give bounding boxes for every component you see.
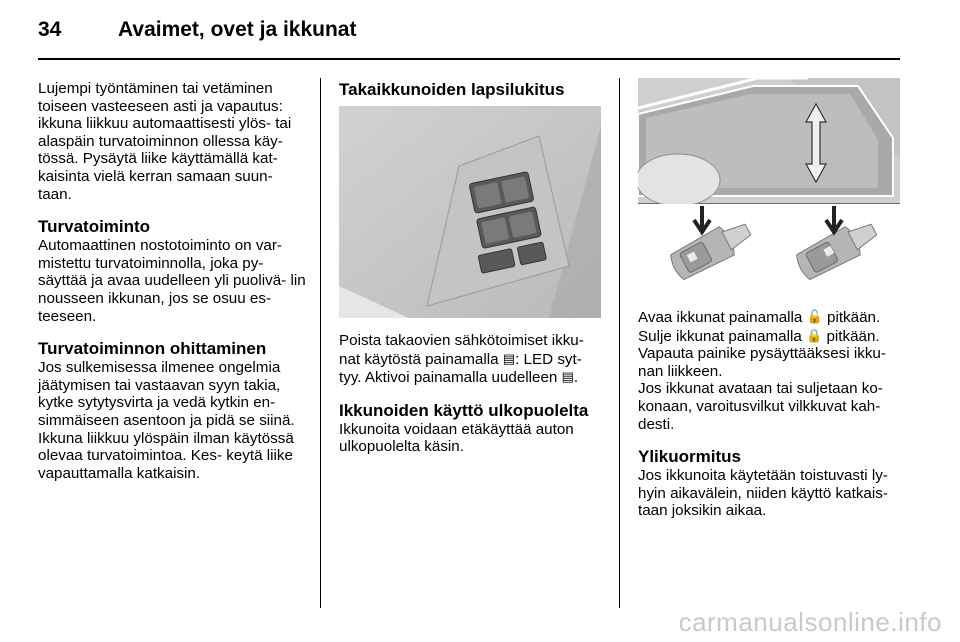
section-body: Jos sulkemisessa ilmenee ongelmia jäätymisen tai vastaavan syyn takia, kytke sytytysvirta ja vedä kytkin en- simmäiseen asentoon ja pidä se siinä. Ikkuna liikkuu ylöspäin ilman käytössä olevaa turvatoimintoa. Kes- keytä liike vapauttamalla katkaisin. bbox=[38, 359, 295, 482]
section-heading-child-lock: Takaikkunoiden lapsilukitus bbox=[339, 80, 565, 99]
section-heading: Ylikuormitus bbox=[638, 447, 741, 467]
watermark: carmanualsonline.info bbox=[678, 607, 942, 637]
section-body: Automaattinen nostotoiminto on var- mistettu turvatoiminnolla, joka py- säyttää ja avaa uudelleen yli puolivä- lin nousseen ikkunan, jos se osuu es- teeseen. bbox=[38, 237, 306, 325]
warning-paragraph: Jos ikkunat avataan tai suljetaan ko- konaan, varoitusvilkut vilkkuvat kah- desti. bbox=[638, 380, 883, 433]
intro-paragraph: Lujempi työntäminen tai vetäminen toiseen vasteeseen asti ja vapautus: ikkuna liikkuu automaattisesti ylös- tai alaspäin turvatoiminnon ollessa käy- tössä. Pysäytä liike käyttämällä kat- kaisinta vielä kerran samaan suun- taan. bbox=[38, 80, 292, 203]
column-2 bbox=[339, 80, 603, 100]
close-windows-paragraph: Sulje ikkunat painamalla 🔒 pitkään. bbox=[638, 327, 880, 345]
column-1 bbox=[38, 80, 306, 482]
page-title: Avaimet, ovet ja ikkunat bbox=[118, 18, 357, 41]
section-override-safety bbox=[38, 339, 306, 482]
lock-icon: 🔒 bbox=[806, 327, 823, 343]
release-paragraph: Vapauta painike pysäyttääksesi ikku- nan liikkeen. bbox=[638, 345, 886, 380]
column-divider-1 bbox=[320, 78, 321, 608]
section-safety-function bbox=[38, 217, 306, 325]
column-2-text bbox=[339, 332, 603, 456]
column-divider-2 bbox=[619, 78, 620, 608]
section-body: Ikkunoita voidaan etäkäyttää auton ulkopuolelta käsin. bbox=[339, 420, 574, 456]
section-body: Jos ikkunoita käytetään toistuvasti ly- hyin aikavälein, niiden käyttö katkais- taan joksikin aikaa. bbox=[638, 467, 888, 520]
open-windows-paragraph: Avaa ikkunat painamalla 🔓 pitkään. bbox=[638, 309, 881, 326]
section-remote-operation bbox=[339, 401, 603, 456]
section-heading: Turvatoiminnon ohittaminen bbox=[38, 339, 267, 359]
child-lock-icon: ▤ bbox=[561, 369, 574, 385]
section-heading: Turvatoiminto bbox=[38, 217, 151, 237]
page-header bbox=[38, 18, 900, 48]
child-lock-paragraph: Poista takaovien sähkötoimiset ikku- nat käytöstä painamalla ▤: LED syt- tyy. Aktivoi painamalla uudelleen ▤. bbox=[339, 332, 584, 387]
section-overload bbox=[638, 447, 902, 520]
page-number: 34 bbox=[38, 18, 62, 41]
section-heading: Ikkunoiden käyttö ulkopuolelta bbox=[339, 400, 589, 420]
window-switch-panel-illustration bbox=[339, 106, 601, 318]
remote-window-operation-illustration bbox=[638, 78, 900, 300]
column-3-text bbox=[638, 308, 902, 520]
header-divider bbox=[38, 58, 900, 60]
child-lock-icon: ▤ bbox=[502, 350, 516, 366]
unlock-icon: 🔓 bbox=[806, 309, 823, 324]
